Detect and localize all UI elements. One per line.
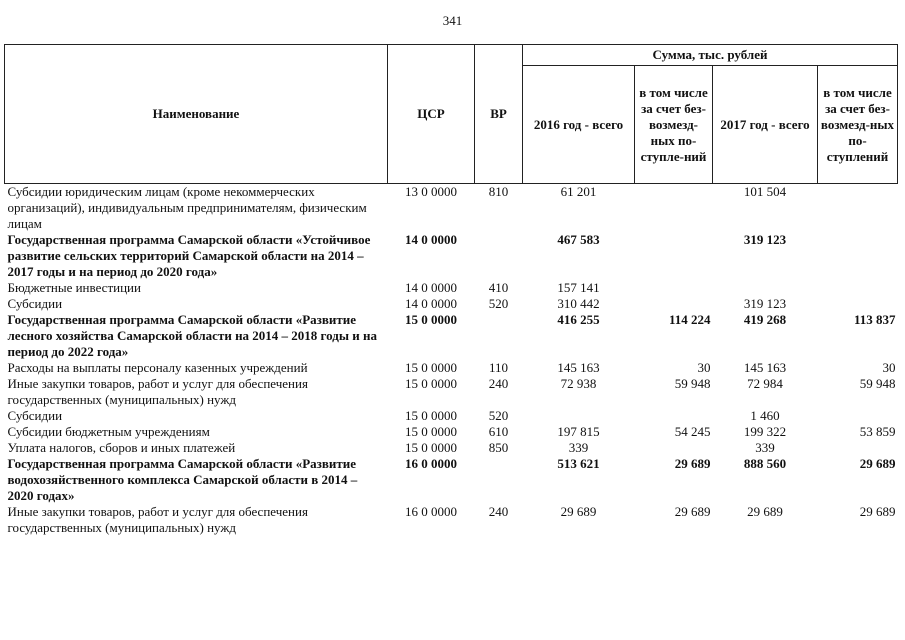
- cell-free2017: [818, 296, 898, 312]
- cell-y2017: 319 123: [743, 296, 787, 311]
- table-row: [5, 360, 898, 376]
- cell-free2016: 29 689: [674, 456, 711, 471]
- cell-name: Субсидии: [7, 408, 63, 423]
- cell-csr: 14 0 0000: [405, 296, 457, 311]
- header-vr: ВР: [475, 45, 523, 184]
- cell-y2016: 416 255: [557, 312, 600, 327]
- cell-free2016: 30: [697, 360, 711, 375]
- cell-vr: [475, 312, 523, 360]
- cell-y2016: 145 163: [557, 360, 600, 375]
- cell-free2017: 30: [882, 360, 896, 375]
- cell-y2017: 1 460: [750, 408, 780, 423]
- cell-free2016: 29 689: [674, 504, 711, 519]
- cell-free2016: 59 948: [674, 376, 711, 391]
- cell-y2017: [713, 280, 818, 296]
- cell-csr: 15 0 0000: [405, 408, 457, 423]
- cell-vr: 410: [488, 280, 509, 295]
- cell-free2016: [635, 184, 713, 233]
- cell-free2016: 114 224: [668, 312, 711, 327]
- cell-free2016: [635, 280, 713, 296]
- cell-name: Расходы на выплаты персоналу казенных учреждений: [7, 360, 308, 375]
- cell-free2017: 29 689: [859, 456, 896, 471]
- cell-free2016: [635, 232, 713, 280]
- cell-free2017: [818, 280, 898, 296]
- table-header: [5, 45, 898, 184]
- cell-y2016: 310 442: [557, 296, 600, 311]
- cell-name: Субсидии: [7, 296, 63, 311]
- cell-y2016: 339: [568, 440, 589, 455]
- table-row: [5, 280, 898, 296]
- cell-y2017: 101 504: [743, 184, 787, 199]
- header-csr: ЦСР: [388, 45, 475, 184]
- cell-y2016: 29 689: [560, 504, 597, 519]
- page-number: 341: [442, 13, 463, 28]
- table-row: [5, 408, 898, 424]
- cell-free2016: [635, 408, 713, 424]
- cell-csr: 15 0 0000: [405, 312, 457, 327]
- cell-name: Государственная программа Самарской области «Развитие лесного хозяйства Самарской области на 2014 – 2018 годы и на период до 2022 года»: [7, 312, 377, 359]
- header-2017-gratuitous: в том числе за счет без-возмезд-ных по-ступлений: [818, 66, 898, 184]
- cell-vr: 850: [488, 440, 509, 455]
- cell-y2017: 419 268: [743, 312, 787, 327]
- table-body: [5, 184, 898, 537]
- cell-free2017: 59 948: [859, 376, 896, 391]
- cell-y2016: [523, 408, 635, 424]
- cell-free2017: [818, 408, 898, 424]
- table-row: [5, 184, 898, 233]
- cell-y2017: 29 689: [747, 504, 783, 519]
- cell-vr: [475, 232, 523, 280]
- cell-csr: 14 0 0000: [405, 232, 457, 247]
- cell-y2016: 61 201: [560, 184, 597, 199]
- cell-free2017: [818, 232, 898, 280]
- program-row: [5, 456, 898, 504]
- cell-vr: 520: [488, 408, 509, 423]
- cell-y2016: 72 938: [560, 376, 597, 391]
- cell-free2017: 113 837: [853, 312, 896, 327]
- budget-table: [4, 44, 898, 536]
- program-row: [5, 312, 898, 360]
- cell-name: Государственная программа Самарской области «Развитие водохозяйственного комплекса Самарской области в 2014 – 2020 годах»: [7, 456, 358, 503]
- cell-vr: [475, 456, 523, 504]
- cell-y2017: 319 123: [743, 232, 787, 247]
- cell-name: Иные закупки товаров, работ и услуг для обеспечения государственных (муниципальных) нужд: [7, 504, 308, 535]
- program-row: [5, 232, 898, 280]
- cell-free2017: [818, 184, 898, 233]
- table-row: [5, 504, 898, 536]
- cell-vr: 110: [488, 360, 509, 375]
- cell-free2016: [635, 296, 713, 312]
- cell-csr: 13 0 0000: [405, 184, 457, 199]
- cell-free2016: [635, 440, 713, 456]
- cell-vr: 240: [488, 504, 509, 519]
- cell-csr: 15 0 0000: [405, 376, 457, 391]
- cell-y2017: 888 560: [743, 456, 787, 471]
- cell-vr: 610: [488, 424, 509, 439]
- table-row: [5, 376, 898, 408]
- cell-csr: 16 0 0000: [405, 456, 457, 471]
- header-amount-group: Сумма, тыс. рублей: [523, 45, 898, 66]
- cell-vr: 810: [488, 184, 509, 199]
- cell-csr: 15 0 0000: [405, 360, 457, 375]
- header-name: Наименование: [5, 45, 388, 184]
- cell-name: Уплата налогов, сборов и иных платежей: [7, 440, 236, 455]
- cell-vr: 240: [488, 376, 509, 391]
- cell-csr: 14 0 0000: [405, 280, 457, 295]
- cell-y2016: 197 815: [557, 424, 600, 439]
- table-row: [5, 424, 898, 440]
- cell-vr: 520: [488, 296, 509, 311]
- table-row: [5, 296, 898, 312]
- cell-y2017: 199 322: [743, 424, 787, 439]
- header-2016-total: 2016 год - всего: [523, 66, 635, 184]
- cell-name: Иные закупки товаров, работ и услуг для обеспечения государственных (муниципальных) нужд: [7, 376, 308, 407]
- cell-free2017: 29 689: [859, 504, 896, 519]
- cell-free2017: 53 859: [859, 424, 896, 439]
- cell-csr: 16 0 0000: [405, 504, 457, 519]
- cell-y2017: 339: [755, 440, 775, 455]
- header-2016-gratuitous: в том числе за счет без-возмезд-ных по-ступле-ний: [635, 66, 713, 184]
- cell-name: Государственная программа Самарской области «Устойчивое развитие сельских территорий Самарской области на 2014 – 2017 годы и на период до 2020 года»: [7, 232, 371, 279]
- cell-free2017: [818, 440, 898, 456]
- cell-y2016: 157 141: [557, 280, 600, 295]
- table-row: [5, 440, 898, 456]
- cell-y2017: 72 984: [747, 376, 783, 391]
- cell-name: Субсидии юридическим лицам (кроме некоммерческих организаций), индивидуальным предпринимателям, физическим лицам: [7, 184, 367, 231]
- cell-y2016: 467 583: [557, 232, 600, 247]
- cell-name: Бюджетные инвестиции: [7, 280, 141, 295]
- cell-free2016: 54 245: [674, 424, 711, 439]
- cell-csr: 15 0 0000: [405, 424, 457, 439]
- cell-name: Субсидии бюджетным учреждениям: [7, 424, 210, 439]
- header-2017-total: 2017 год - всего: [713, 66, 818, 184]
- cell-y2016: 513 621: [557, 456, 600, 471]
- cell-y2017: 145 163: [743, 360, 787, 375]
- cell-csr: 15 0 0000: [405, 440, 457, 455]
